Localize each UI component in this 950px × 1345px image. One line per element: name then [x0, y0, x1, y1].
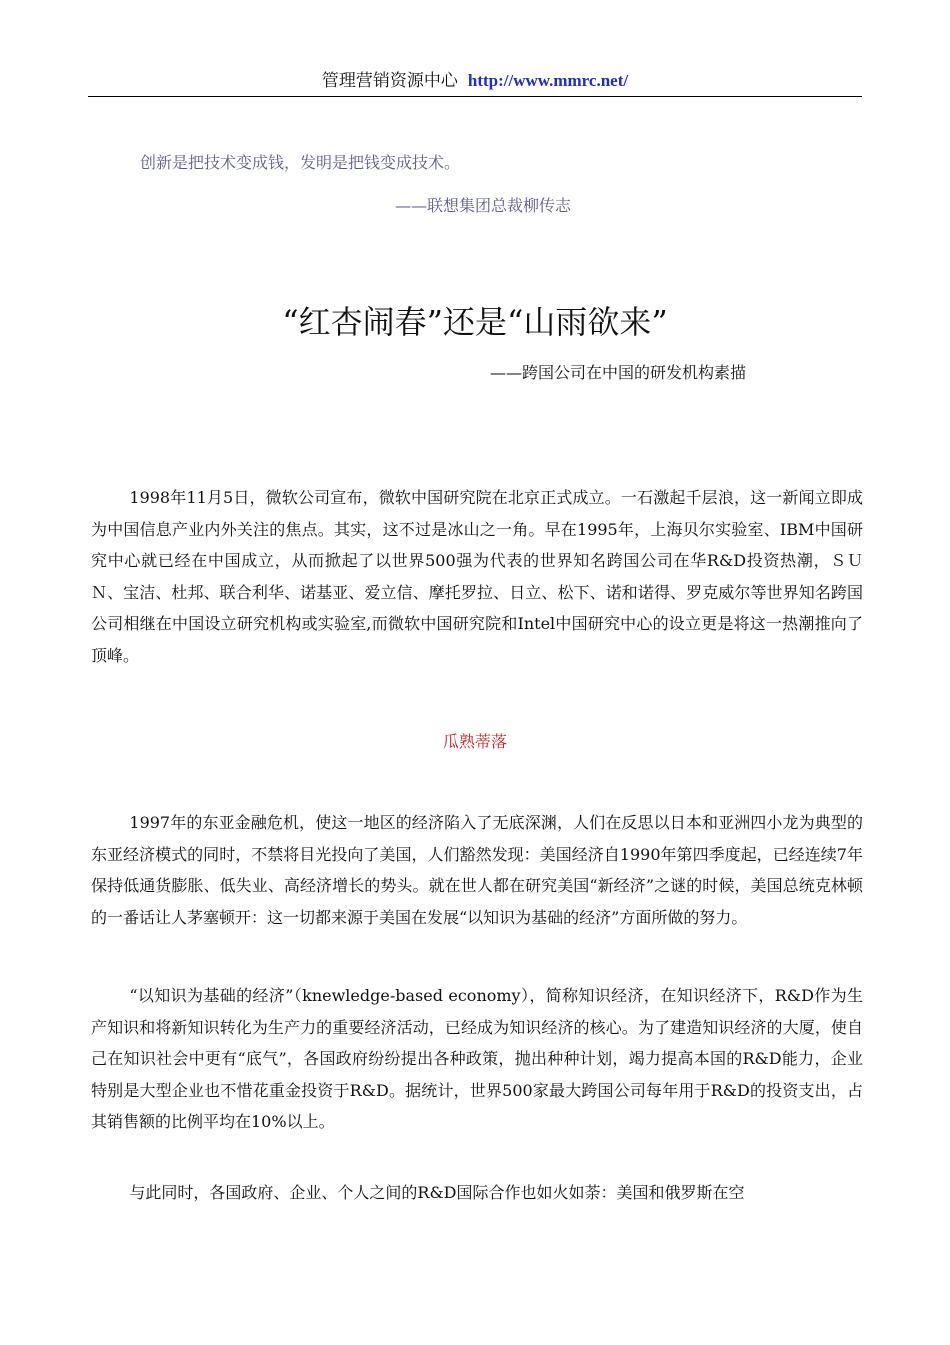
intro-paragraph: 1998年11月5日，微软公司宣布，微软中国研究院在北京正式成立。一石激起千层浪，这一新闻立即成为中国信息产业内外关注的焦点。其实，这不过是冰山之一角。早在1995年，上海贝尔实验室、IBM中国研究中心就已经在中国成立，从而掀起了以世界500强为代表的世界知名跨国公司在华R&D投资热潮，ＳＵＮ、宝洁、杜邦、联合利华、诺基亚、爱立信、摩托罗拉、日立、松下、诺和诺得、罗克威尔等世界知名跨国公司相继在中国设立研究机构或实验室,而微软中国研究院和Intel中国研究中心的设立更是将这一热潮推向了顶峰。 [91, 488, 863, 665]
site-name: 管理营销资源中心 [321, 71, 458, 91]
body-paragraph: 1997年的东亚金融危机，使这一地区的经济陷入了无底深渊，人们在反思以日本和亚洲四小龙为典型的东亚经济模式的同时，不禁将目光投向了美国，人们豁然发现：美国经济自1990年第四季度起，已经连续7年保持低通货膨胀、低失业、高经济增长的势头。就在世人都在研究美国“新经济”之谜的时候，美国总统克林顿的一番话让人茅塞顿开：这一切都来源于美国在发展“以知识为基础的经济”方面所做的努力。 [91, 813, 863, 927]
section-heading: 瓜熟蒂落 [442, 732, 507, 751]
body-paragraph: “以知识为基础的经济”（knewledge-based economy），简称知识经济，在知识经济下，R&D作为生产知识和将新知识转化为生产力的重要经济活动，已经成为知识经济的核心。为了建造知识经济的大厦，使自己在知识社会中更有“底气”，各国政府纷纷提出各种政策，抛出种种计划，竭力提高本国的R&D能力，企业特别是大型企业也不惜花重金投资于R&D。据统计，世界500家最大跨国公司每年用于R&D的投资支出，占其销售额的比例平均在10%以上。 [91, 986, 863, 1132]
epigraph-quote: 创新是把技术变成钱，发明是把钱变成技术。 [140, 153, 461, 172]
article-title: “红杏闹春”还是“山雨欲来” [282, 303, 668, 341]
page-header [88, 66, 862, 97]
article-subtitle: ——跨国公司在中国的研发机构素描 [490, 363, 747, 382]
site-url-link[interactable]: http://www.mmrc.net/ [467, 71, 629, 90]
body-paragraph: 与此同时，各国政府、企业、个人之间的R&D国际合作也如火如荼：美国和俄罗斯在空 [129, 1183, 745, 1202]
epigraph-author: ——联想集团总裁柳传志 [395, 196, 572, 215]
